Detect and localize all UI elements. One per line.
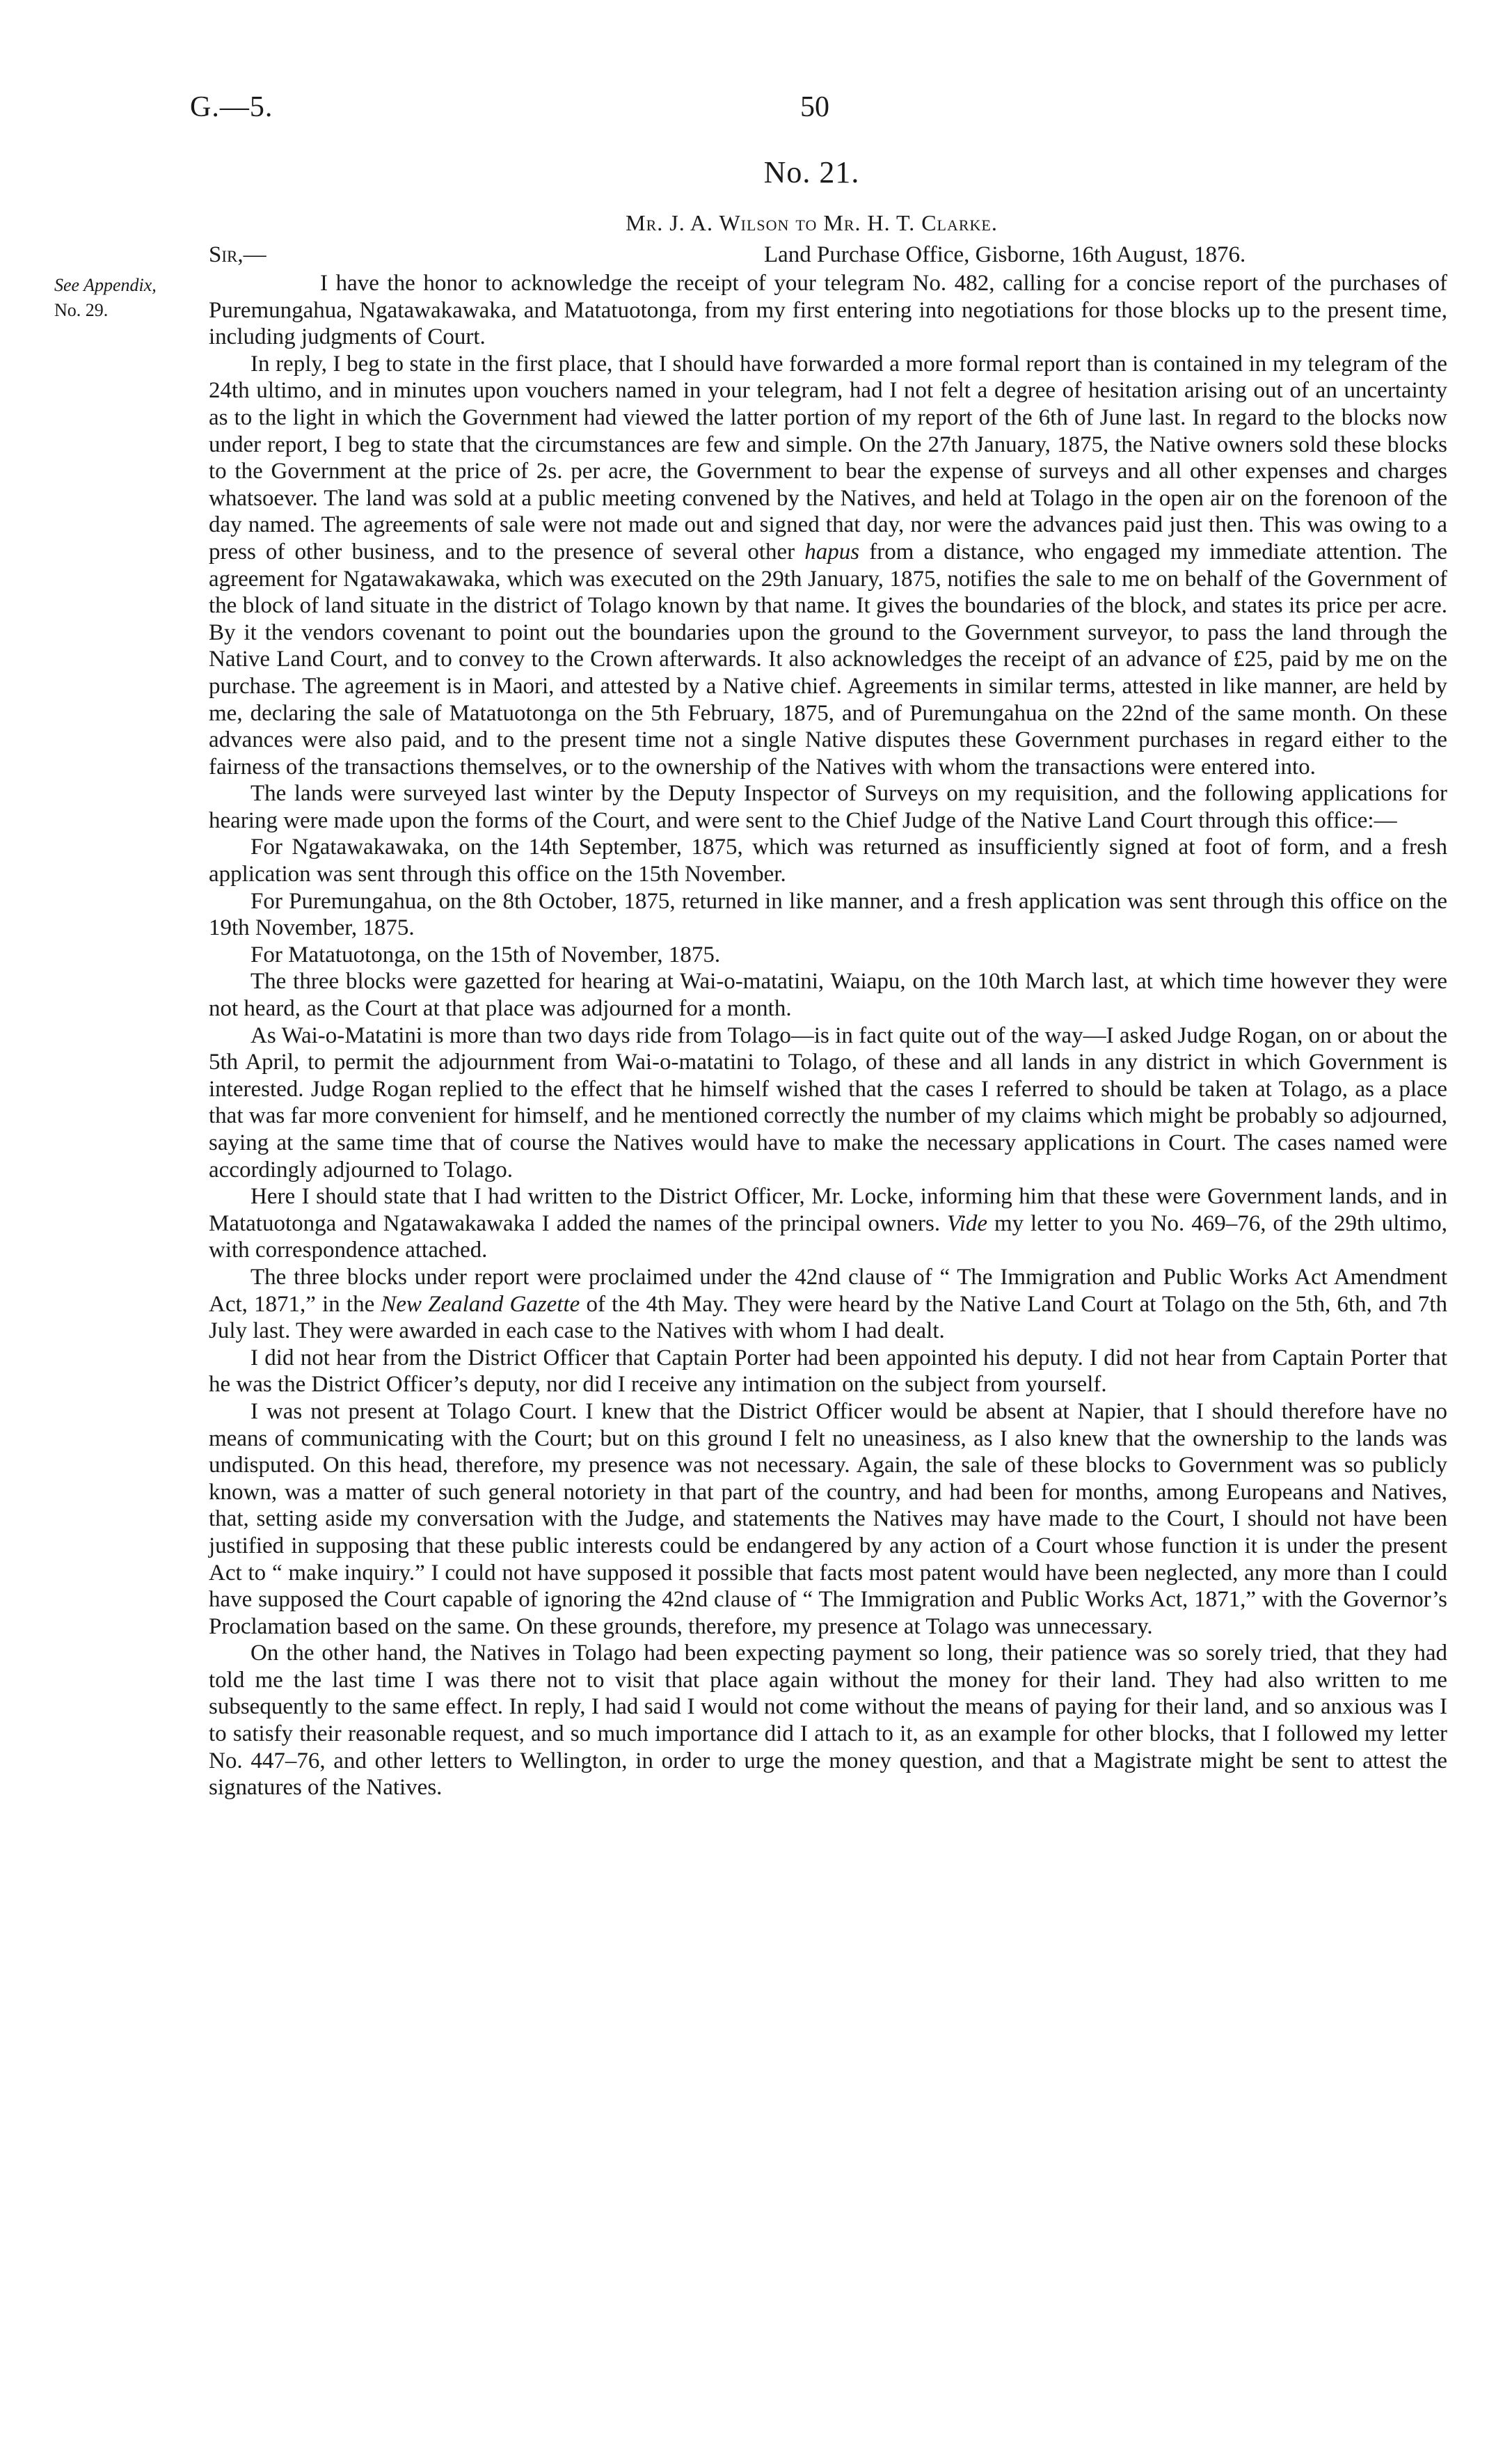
letter-title: Mr. J. A. Wilson to Mr. H. T. Clarke. xyxy=(626,210,998,235)
paragraph-2 xyxy=(209,351,1447,781)
paragraph-7: The three blocks were gazetted for hearing at Wai-o-matatini, Waiapu, on the 10th March last, at which time however they were not heard, as the Court at that place was adjourned for a month. xyxy=(209,969,1447,1022)
paragraph-4: For Ngatawakawaka, on the 14th September, 1875, which was returned as insufficiently signed at foot of form, and a fresh application was sent through this office on the 15th November. xyxy=(209,835,1447,887)
paragraph-3: The lands were surveyed last winter by the Deputy Inspector of Surveys on my requisition, and the following applications for hearing were made upon the forms of the Court, and were sent to the Chief Judge of the Native Land Court through this office:— xyxy=(209,781,1447,833)
document-reference: G.—5. xyxy=(190,91,273,123)
paragraph-10-text-b: of the 4th May. They were heard by the Native Land Court at Tolago on the 5th, 6th, and 7th July last. They were awarded in each case to the Natives with whom I had dealt. xyxy=(209,1291,1447,1344)
paragraph-10-text-a: The three blocks under report were proclaimed under the 42nd clause of “ The Immigration and Public Works Act Amendment Act, 1871,” in the xyxy=(209,1264,1447,1317)
page-number: 50 xyxy=(800,91,829,123)
paragraph-10-italic-gazette: New Zealand Gazette xyxy=(381,1291,580,1317)
paragraph-11: I did not hear from the District Officer that Captain Porter had been appointed his deputy. I did not hear from Captain Porter that he was the District Officer’s deputy, nor did I receive any intimation on the subject from yourself. xyxy=(209,1345,1447,1398)
paragraph-2-text-b: from a distance, who engaged my immediate attention. The agreement for Ngatawakawaka, which was executed on the 29th January, 1875, notifies the sale to me on behalf of the Government of the block of land situate in the district of Tolago known by that name. It gives the boundaries of the block, and states its price per acre. By it the vendors covenant to point out the boundaries upon the ground to the Government surveyor, to pass the land through the Native Land Court, and to convey to the Crown afterwards. It also acknowledges the receipt of an advance of £25, paid by me on the purchase. The agreement is in Maori, and attested by a Native chief. Agreements in similar terms, attested in like manner, are held by me, declaring the sale of Matatuotonga on the 5th February, 1875, and of Puremungahua on the 22nd of the same month. On these advances were also paid, and to the present time not a single Native disputes these Government purchases in regard either to the fairness of the transactions themselves, or to the ownership of the Natives with whom the transactions were entered into. xyxy=(209,539,1447,780)
margin-note-line-1: See Appendix, xyxy=(54,275,157,295)
margin-note-line-2: No. 29. xyxy=(54,300,109,320)
paragraph-10 xyxy=(209,1264,1447,1345)
letter-body xyxy=(209,270,1447,1801)
paragraph-5: For Puremungahua, on the 8th October, 1875, returned in like manner, and a fresh application was sent through this office on the 19th November, 1875. xyxy=(209,888,1447,941)
paragraph-2-text-a: In reply, I beg to state in the first place, that I should have forwarded a more formal report than is contained in my telegram of the 24th ultimo, and in minutes upon vouchers named in your telegram, had I not felt a degree of hesitation arising out of an uncertainty as to the light in which the Government had viewed the latter portion of my report of the 6th of June last. In regard to the blocks now under report, I beg to state that the circumstances are few and simple. On the 27th January, 1875, the Native owners sold these blocks to the Government at the price of 2s. per acre, the Government to bear the expense of surveys and all other expenses and charges whatsoever. The land was sold at a public meeting convened by the Natives, and held at Tolago in the open air on the forenoon of the day named. The agreements of sale were not made out and signed that day, nor were the advances paid just then. This was owing to a press of other business, and to the presence of several other xyxy=(209,351,1447,564)
letter-number: No. 21. xyxy=(763,155,860,189)
paragraph-1: I have the honor to acknowledge the receipt of your telegram No. 482, calling for a concise report of the purchases of Puremungahua, Ngatawakawaka, and Matatuotonga, from my first entering into negotiations for those blocks up to the present time, including judgments of Court. xyxy=(209,271,1447,350)
paragraph-12: I was not present at Tolago Court. I knew that the District Officer would be absent at Napier, that I should therefore have no means of communicating with the Court; but on this ground I felt no uneasiness, as I also knew that the ownership to the lands was undisputed. On this head, therefore, my presence was not necessary. Again, the sale of these blocks to Government was so publicly known, was a matter of such general notoriety in that part of the country, and had been for months, among Europeans and Natives, that, setting aside my conversation with the Judge, and statements the Natives may have made to the Court, I should not have been justified in supposing that these public interests could be endangered by any action of a Court whose function it is under the present Act to “ make inquiry.” I could not have supposed it possible that facts most patent would have been neglected, any more than I could have supposed the Court capable of ignoring the 42nd clause of “ The Immigration and Public Works Act, 1871,” with the Governor’s Proclamation based on the same. On these grounds, therefore, my presence at Tolago was unnecessary. xyxy=(209,1398,1447,1639)
paragraph-2-italic-hapus: hapus xyxy=(804,539,860,564)
paragraph-9-text-b: my letter to you No. 469–76, of the 29th ultimo, with correspondence attached. xyxy=(209,1210,1447,1263)
paragraph-13: On the other hand, the Natives in Tolago had been expecting payment so long, their patience was so sorely tried, that they had told me the last time I was there not to visit that place again without the money for their land. They had also written to me subsequently to the same effect. In reply, I had said I would not come without the means of paying for their land, and so anxious was I to satisfy their reasonable request, and so much importance did I attach to it, as an example for other blocks, that I followed my letter No. 447–76, and other letters to Wellington, in order to urge the money question, and that a Magistrate might be sent to attest the signatures of the Natives. xyxy=(209,1641,1447,1801)
paragraph-9-italic-vide: Vide xyxy=(947,1210,988,1236)
paragraph-9-text-a: Here I should state that I had written to the District Officer, Mr. Locke, informing him that these were Government lands, and in Matatuotonga and Ngatawakawaka I added the names of the principal owners. xyxy=(209,1184,1447,1236)
paragraph-8: As Wai-o-Matatini is more than two days ride from Tolago—is in fact quite out of the way—I asked Judge Rogan, on or about the 5th April, to permit the adjournment from Wai-o-matatini to Tolago, of these and all lands in any district in which Government is interested. Judge Rogan replied to the effect that he himself wished that the cases I referred to should be taken at Tolago, as a place that was far more convenient for himself, and he mentioned correctly the number of my claims which might be probably so adjourned, saying at the same time that of course the Natives would have to make the necessary applications in Court. The cases named were accordingly adjourned to Tolago. xyxy=(209,1022,1447,1183)
salutation: Sir,— xyxy=(209,242,266,267)
paragraph-6: For Matatuotonga, on the 15th of November, 1875. xyxy=(250,942,721,967)
paragraph-9 xyxy=(209,1183,1447,1264)
dateline: Land Purchase Office, Gisborne, 16th August, 1876. xyxy=(764,242,1246,267)
margin-note xyxy=(54,273,200,323)
